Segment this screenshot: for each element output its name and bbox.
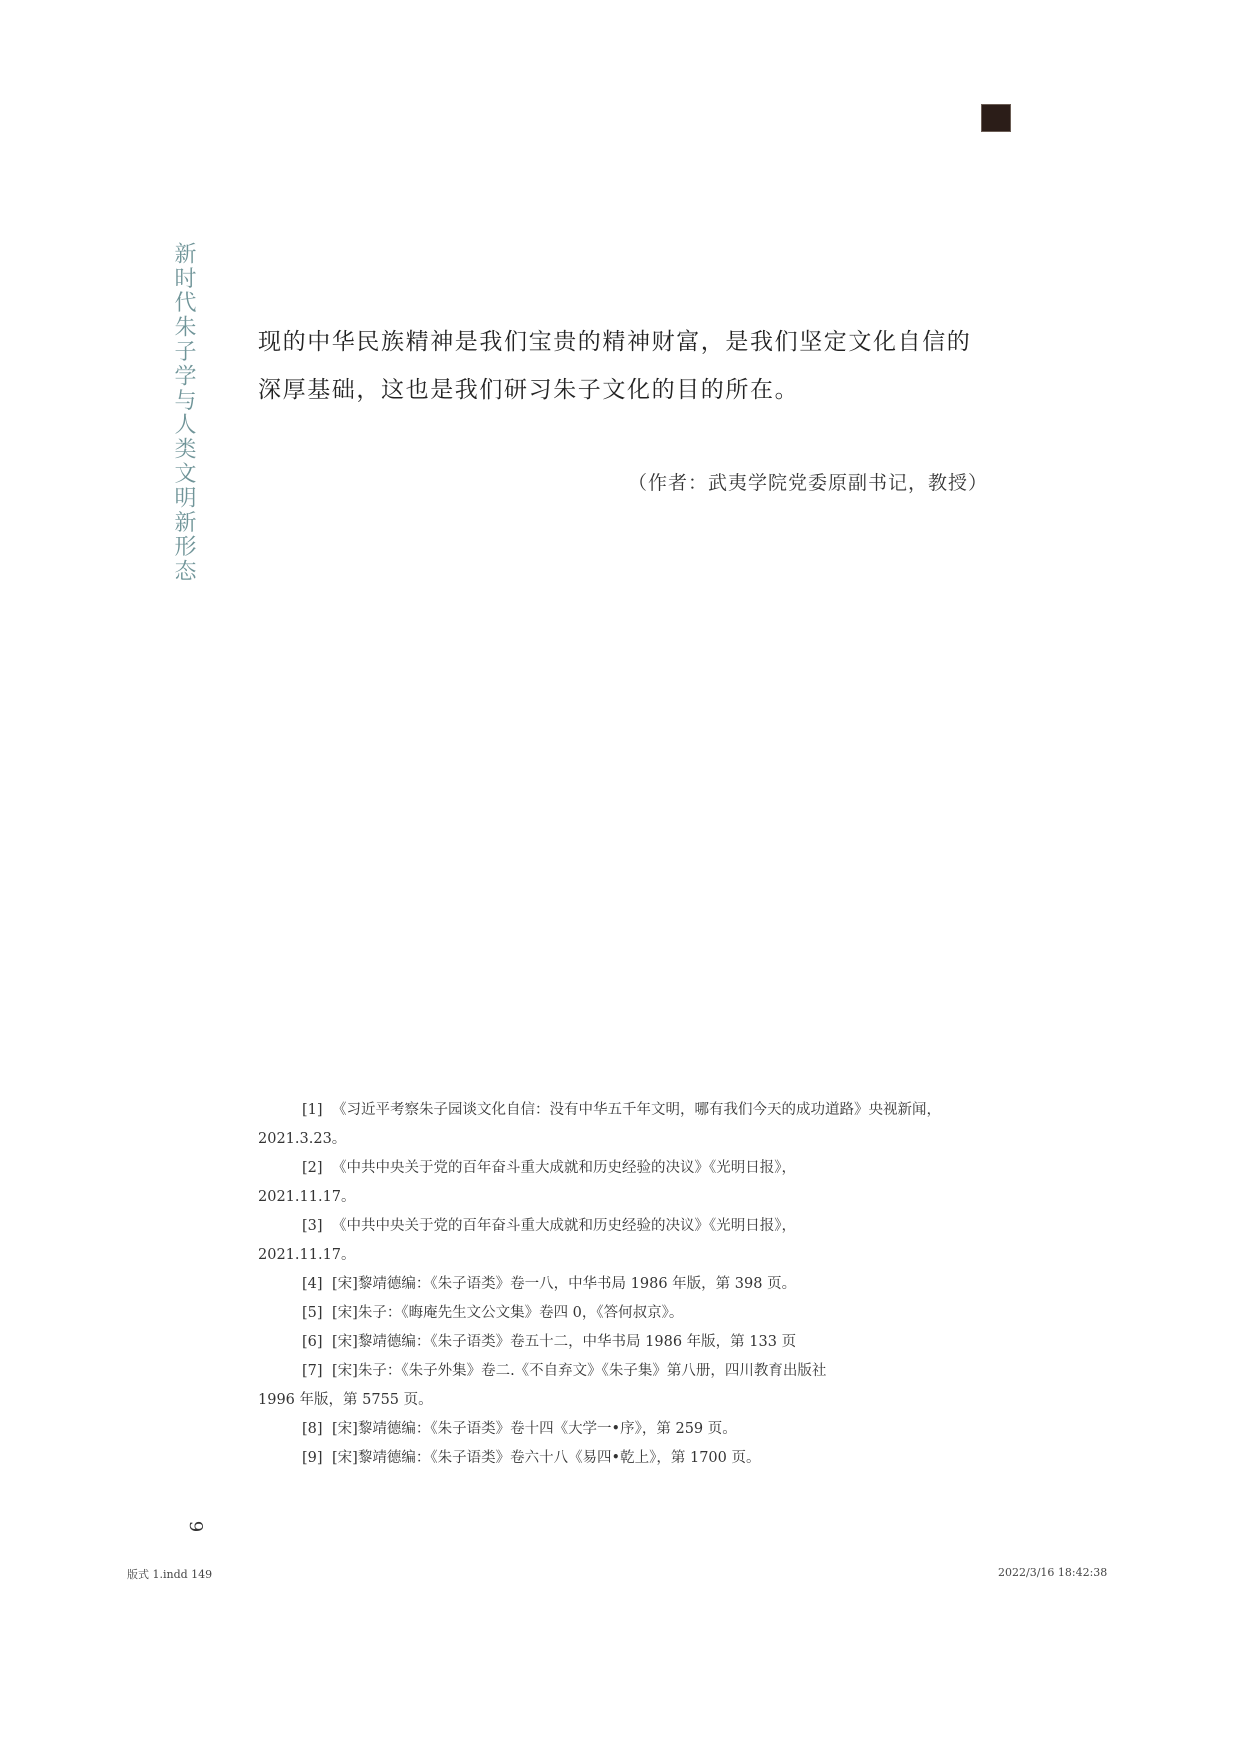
endnote-5 (258, 1299, 998, 1328)
body-line: 深厚基础，这也是我们研习朱子文化的目的所在。 (258, 377, 800, 403)
body-line: 现的中华民族精神是我们宝贵的精神财富，是我们坚定文化自信的 (258, 329, 972, 355)
endnote-number: [1] (302, 1102, 323, 1118)
endnote-number: [6] (302, 1334, 323, 1350)
endnote-text: [宋]朱子：《朱子外集》卷二.《不自弃文》《朱子集》第八册，四川教育出版社 (332, 1363, 827, 1379)
page-number: 9 (185, 1520, 207, 1533)
slug-file-name: 版式 1.indd 149 (127, 1568, 213, 1581)
endnote-continuation: 2021.11.17。 (258, 1189, 356, 1205)
endnote-number: [9] (302, 1450, 323, 1466)
endnote-number: [3] (302, 1218, 323, 1234)
endnotes (258, 1096, 998, 1473)
endnote-number: [4] (302, 1276, 323, 1292)
endnote-number: [8] (302, 1421, 323, 1437)
endnote-2 (258, 1154, 998, 1212)
endnote-4 (258, 1270, 998, 1299)
author-byline: （作者：武夷学院党委原副书记，教授） (627, 472, 988, 494)
endnote-text: [宋]朱子：《晦庵先生文公文集》卷四 0，《答何叔京》。 (332, 1305, 684, 1321)
endnote-number: [7] (302, 1363, 323, 1379)
endnote-text: 《习近平考察朱子园谈文化自信：没有中华五千年文明，哪有我们今天的成功道路》央视新闻， (332, 1102, 941, 1118)
endnote-text: [宋]黎靖德编：《朱子语类》卷六十八《易四•乾上》，第 1700 页。 (332, 1450, 761, 1466)
endnote-continuation: 1996 年版，第 5755 页。 (258, 1392, 433, 1408)
endnote-number: [5] (302, 1305, 323, 1321)
endnote-1 (258, 1096, 998, 1154)
endnote-3 (258, 1212, 998, 1270)
endnote-text: [宋]黎靖德编：《朱子语类》卷一八，中华书局 1986 年版，第 398 页。 (332, 1276, 797, 1292)
endnote-text: [宋]黎靖德编：《朱子语类》卷十四《大学一•序》，第 259 页。 (332, 1421, 737, 1437)
running-title: 新时代朱子学与人类文明新形态 (171, 242, 196, 584)
endnote-continuation: 2021.3.23。 (258, 1131, 347, 1147)
body-text (258, 318, 998, 414)
corner-marker-block (981, 104, 1011, 132)
endnote-number: [2] (302, 1160, 323, 1176)
slug-timestamp: 2022/3/16 18:42:38 (998, 1566, 1108, 1579)
endnote-9 (258, 1444, 998, 1473)
endnote-text: 《中共中央关于党的百年奋斗重大成就和历史经验的决议》《光明日报》， (332, 1218, 796, 1234)
endnote-continuation: 2021.11.17。 (258, 1247, 356, 1263)
endnote-6 (258, 1328, 998, 1357)
endnote-text: [宋]黎靖德编：《朱子语类》卷五十二，中华书局 1986 年版，第 133 页 (332, 1334, 797, 1350)
endnote-7 (258, 1357, 998, 1415)
endnote-text: 《中共中央关于党的百年奋斗重大成就和历史经验的决议》《光明日报》， (332, 1160, 796, 1176)
endnote-8 (258, 1415, 998, 1444)
